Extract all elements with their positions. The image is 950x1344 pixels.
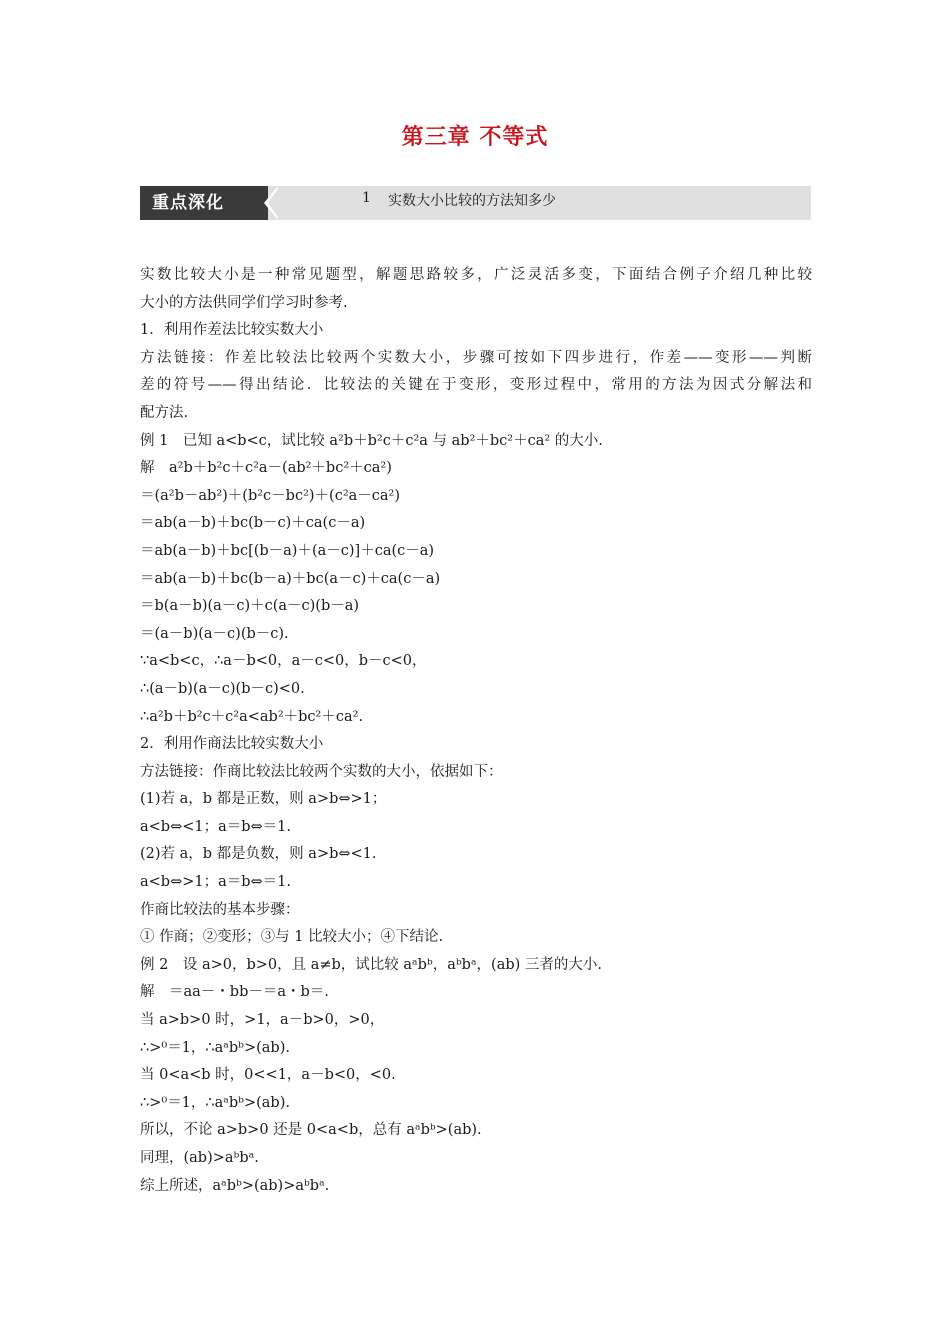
text-line: 所以，不论 a>b>0 还是 0<a<b，总有 aᵃbᵇ>(ab). [140,1122,482,1139]
text-line: 当 0<a<b 时，0<<1，a－b<0，<0. [140,1067,396,1084]
text-line: ＝ab(a－b)＋bc(b－c)＋ca(c－a) [140,515,366,532]
text-line: (1)若 a，b 都是正数，则 a>b⇔>1； [140,791,387,808]
text-line: a<b⇔>1；a＝b⇔＝1. [140,874,292,891]
chapter-title: 第三章 不等式 [401,125,549,150]
text-line: 同理，(ab)>aᵇbᵃ. [140,1150,259,1166]
text-line: ① 作商；②变形；③与 1 比较大小；④下结论. [140,929,444,946]
section-title: 实数大小比较的方法知多少 [388,193,556,209]
text-line: 当 a>b>0 时，>1，a－b>0，>0， [140,1012,385,1029]
text-line: ＝(a²b－ab²)＋(b²c－bc²)＋(c²a－ca²) [140,487,401,504]
text-line: 配方法. [140,404,189,421]
text-line: 实数比较大小是一种常见题型，解题思路较多，广泛灵活多变，下面结合例子介绍几种比较 [140,267,812,283]
text-line: ∴>⁰＝1，∴aᵃbᵇ>(ab). [140,1094,290,1111]
text-line: 例 2 设 a>0，b>0，且 a≠b，试比较 aᵃbᵇ，aᵇbᵃ，(ab) 三者的大小. [140,956,603,973]
section-tag-notch-fill [268,186,280,220]
text-line: 综上所述，aᵃbᵇ>(ab)>aᵇbᵃ. [140,1177,330,1194]
text-line: 解 a²b＋b²c＋c²a－(ab²＋bc²＋ca²) [140,460,392,477]
text-line: ＝(a－b)(a－c)(b－c). [140,625,289,642]
text-line: 方法链接：作差比较法比较两个实数大小，步骤可按如下四步进行，作差——变形——判断 [140,349,812,366]
text-line: 差的符号——得出结论．比较法的关键在于变形，变形过程中，常用的方法为因式分解法和 [140,377,812,394]
text-line: 2．利用作商法比较实数大小 [140,736,324,753]
text-line: ∴a²b＋b²c＋c²a<ab²＋bc²＋ca². [140,708,364,725]
text-line: ＝b(a－b)(a－c)＋c(a－c)(b－a) [140,598,360,615]
text-line: 大小的方法供同学们学习时参考. [140,294,348,311]
text-line: ＝ab(a－b)＋bc(b－a)＋bc(a－c)＋ca(c－a) [140,570,441,587]
text-line: 作商比较法的基本步骤： [140,901,300,918]
text-line: 方法链接：作商比较法比较两个实数的大小，依据如下： [140,763,503,780]
text-line: ∴>⁰＝1，∴aᵃbᵇ>(ab). [140,1039,290,1056]
text-line: (2)若 a，b 都是负数，则 a>b⇔<1. [140,846,377,863]
text-line: 解 ＝aa－・bb－＝a・b＝. [140,984,329,1001]
text-line: a<b⇔<1；a＝b⇔＝1. [140,818,292,835]
document-body [140,262,812,1200]
text-line: 1．利用作差法比较实数大小 [140,322,324,339]
text-line: 例 1 已知 a<b<c，试比较 a²b＋b²c＋c²a 与 ab²＋bc²＋ca² 的大小. [140,432,603,449]
section-number: 1 [362,190,371,206]
text-line: ∴(a－b)(a－c)(b－c)<0. [140,680,305,697]
text-line: ＝ab(a－b)＋bc[(b－a)＋(a－c)]＋ca(c－a) [140,542,435,559]
section-tag: 重点深化 [140,186,268,220]
text-line: ∵a<b<c，∴a－b<0，a－c<0，b－c<0， [140,653,427,670]
section-header-bar [140,186,811,220]
